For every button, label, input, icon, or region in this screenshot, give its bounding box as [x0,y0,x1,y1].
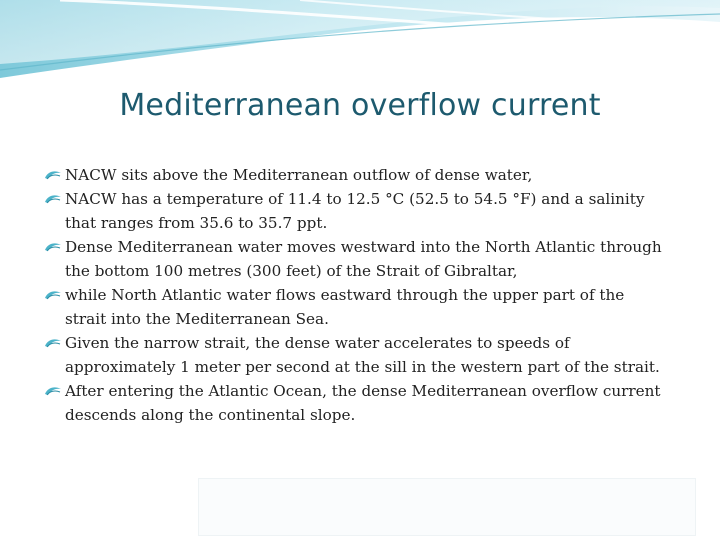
swoosh-bullet-icon [44,169,62,181]
bullet-text: Given the narrow strait, the dense water accelerates to speeds of approximately 1 meter per second at the sill in the western part of the strait. [65,334,660,376]
bullet-text: After entering the Atlantic Ocean, the dense Mediterranean overflow current descends along the continental slope. [65,382,661,424]
swoosh-bullet-icon [44,337,62,349]
bullet-item [44,331,669,379]
swoosh-bullet-icon [44,193,62,205]
swoosh-bullet-icon [44,241,62,253]
swoosh-bullet-icon [44,289,62,301]
bullet-item [44,187,669,235]
empty-footer-box [198,478,696,536]
bullet-list [44,163,669,427]
bullet-item [44,379,669,427]
bullet-text: NACW has a temperature of 11.4 to 12.5 °C (52.5 to 54.5 °F) and a salinity that ranges from 35.6 to 35.7 ppt. [65,190,645,232]
bullet-text: Dense Mediterranean water moves westward into the North Atlantic through the bottom 100 metres (300 feet) of the Strait of Gibraltar, [65,238,662,280]
wave-header-decoration [0,0,720,90]
bullet-item [44,235,669,283]
bullet-text: while North Atlantic water flows eastward through the upper part of the strait into the Mediterranean Sea. [65,286,625,328]
slide-title: Mediterranean overflow current [119,88,601,123]
swoosh-bullet-icon [44,385,62,397]
bullet-item [44,283,669,331]
bullet-item [44,163,669,187]
bullet-text: NACW sits above the Mediterranean outflow of dense water, [65,166,533,184]
